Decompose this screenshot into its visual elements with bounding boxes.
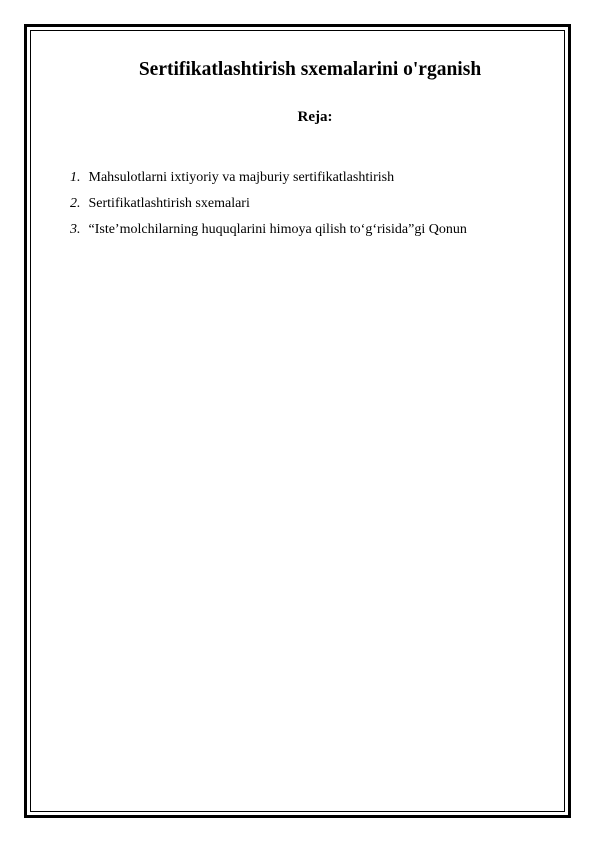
plan-item-number: 1.	[70, 170, 81, 185]
document-title: Sertifikatlashtirish sxemalarini o'rganish	[138, 59, 482, 80]
plan-item-text: Mahsulotlarni ixtiyoriy va majburiy sertifikatlashtirish	[88, 170, 395, 185]
plan-list	[70, 168, 467, 246]
plan-item-1	[70, 168, 467, 194]
plan-item-3	[70, 220, 467, 246]
plan-item-text: “Iste’molchilarning huquqlarini himoya qilish to‘g‘risida”gi Qonun	[88, 222, 467, 237]
plan-item-number: 3.	[70, 222, 81, 237]
plan-item-2	[70, 194, 467, 220]
plan-item-text: Sertifikatlashtirish sxemalari	[88, 196, 250, 211]
plan-heading: Reja:	[297, 109, 333, 125]
page-border-outer	[24, 24, 571, 818]
page-border-inner	[30, 30, 565, 812]
plan-item-number: 2.	[70, 196, 81, 211]
